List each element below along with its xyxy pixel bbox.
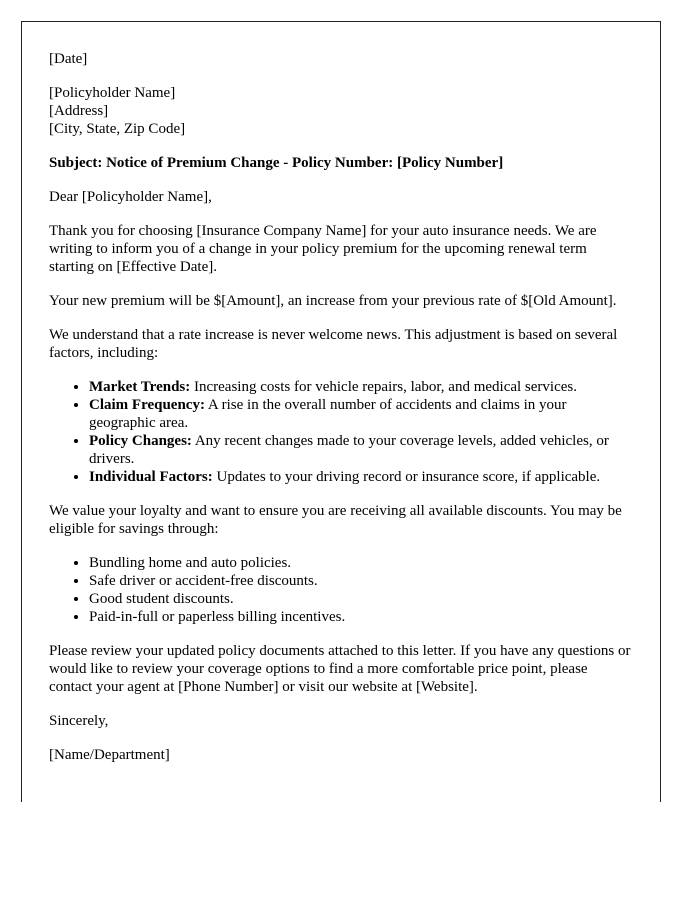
letter-subject: Subject: Notice of Premium Change - Policy Number: [Policy Number]	[49, 155, 504, 171]
list-item-factor	[89, 468, 633, 486]
paragraph-intro: Thank you for choosing [Insurance Company Name] for your auto insurance needs. We are writing to inform you of a change in your policy premium for the upcoming renewal term starting on [Effective Date].	[49, 223, 597, 275]
paragraph-discounts-intro: We value your loyalty and want to ensure you are receiving all available discounts. You may be eligible for savings through:	[49, 503, 622, 537]
factor-term: Individual Factors:	[89, 469, 213, 485]
list-item-factor	[89, 396, 633, 432]
letter-closing: Sincerely,	[49, 713, 109, 729]
factor-text: Any recent changes made to your coverage levels, added vehicles, or drivers.	[89, 433, 609, 467]
paragraph-factors-intro: We understand that a rate increase is never welcome news. This adjustment is based on several factors, including:	[49, 327, 618, 361]
recipient-name: [Policyholder Name]	[49, 85, 176, 101]
discounts-list	[49, 554, 633, 626]
recipient-city-state-zip: [City, State, Zip Code]	[49, 121, 186, 137]
recipient-address: [Address]	[49, 103, 109, 119]
factor-text: Increasing costs for vehicle repairs, labor, and medical services.	[190, 379, 577, 395]
factor-term: Claim Frequency:	[89, 397, 205, 413]
factor-text: Updates to your driving record or insurance score, if applicable.	[212, 469, 601, 485]
paragraph-new-premium: Your new premium will be $[Amount], an increase from your previous rate of $[Old Amount].	[49, 293, 617, 309]
letter-signature: [Name/Department]	[49, 747, 170, 763]
recipient-block	[49, 84, 633, 138]
factor-term: Market Trends:	[89, 379, 191, 395]
list-item-discount: • Safe driver or accident-free discounts.	[89, 572, 633, 590]
letter-page	[21, 21, 661, 802]
letter-date: [Date]	[49, 51, 88, 67]
factors-list	[49, 378, 633, 486]
list-item-discount: • Good student discounts.	[89, 590, 633, 608]
list-item-discount: • Paid-in-full or paperless billing incentives.	[89, 608, 633, 626]
letter-salutation: Dear [Policyholder Name],	[49, 189, 212, 205]
list-item-discount: • Bundling home and auto policies.	[89, 554, 633, 572]
factor-text: A rise in the overall number of accidents and claims in your geographic area.	[89, 397, 567, 431]
paragraph-contact: Please review your updated policy documents attached to this letter. If you have any questions or would like to review your coverage options to find a more comfortable price point, please contact your agent at [Phone Number] or visit our website at [Website].	[49, 643, 631, 695]
list-item-factor	[89, 432, 633, 468]
list-item-factor	[89, 378, 633, 396]
factor-term: Policy Changes:	[89, 433, 192, 449]
